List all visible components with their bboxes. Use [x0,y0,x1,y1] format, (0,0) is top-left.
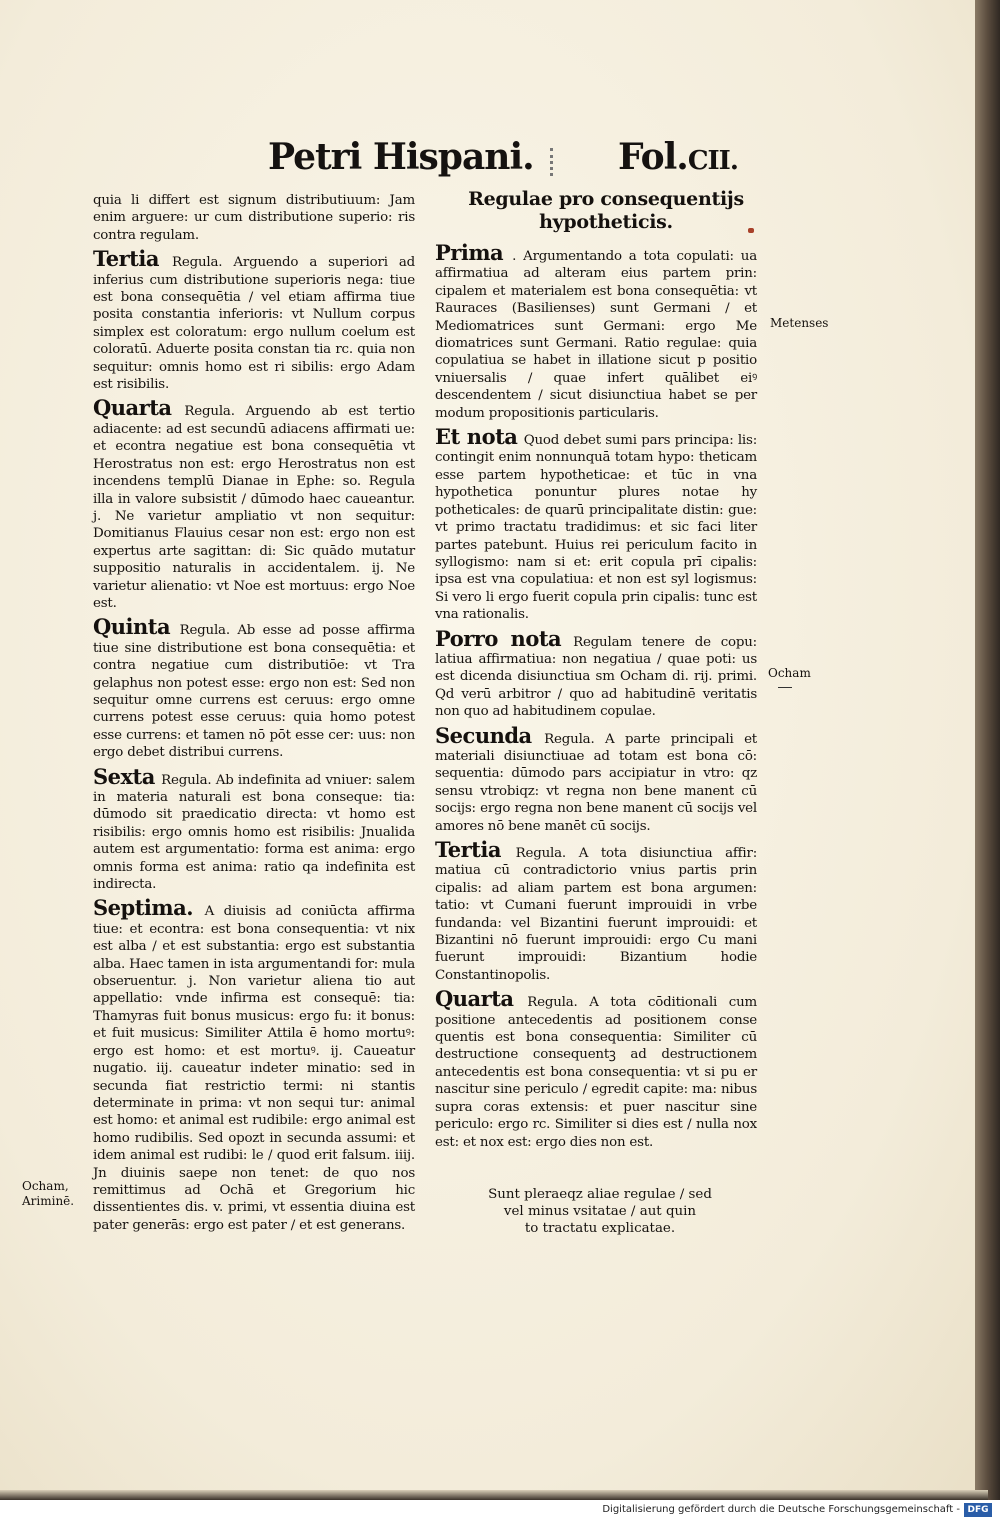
paragraph-quarta-right: Quarta Regula. A tota cōditionali cum positione antecedentis ad positionem conse quentis est bona consequentia: Similiter cū destructione consequentꝫ ad destructionem antecedentis est bona consequentia: vt si pu er nascitur sine periculo / egredit capite: ma: nibus supra coras extensis: et puer nascitur sine periculo: ergo rc. Similiter si dies est / nulla nox est: et nox est: ergo dies non est. [435,986,757,1150]
running-head-author: Petri Hispani. [268,136,534,178]
paragraph-septima: Septima. A diuisis ad coniūcta affirma tiue: et econtra: est bona consequentia: vt nix est alba / et est substantia: ergo est substantia alba. Haec tamen in ista argumentandi for: mula obseruentur. j. Non varietur aliena tio aut appellatio: vnde infirma est consequē: tia: Thamyras fuit bonus musicus: ergo fu: it bonus: et fuit musicus: Similiter Attila ē homo mortuꝰ: ergo est homo: et est mortuꝰ. ij. Caueatur nugatio. iij. caueatur indeter minatio: sed in secunda fiat restrictio termi: ni stantis determinate in prima: vt non sequi tur: animal est homo: et animal est rudibile: ergo animal est homo rudibilis. Sed opozt in secunda assumi: et idem animal est rudibi: le / quod erit falsum. iiij. Jn diuinis saepe non tenet: de quo nos remittimus ad Ochā et Gregorium hic dissentientes dis. v. primi, vt essentia diuina est pater generās: ergo est pater / et est generans. [93,895,415,1233]
closing-note: Sunt pleraeqz aliae regulae / sed vel minus vsitatae / aut quin to tractatu explicatae. [488,1187,712,1236]
dfg-logo: DFG [964,1503,992,1517]
paragraph-quarta: Quarta Regula. Arguendo ab est tertio adiacente: ad est secundū adiacens affirmati ue: et econtra negatiue est bona consequētia vt Herostratus non est: ergo Herostratus non est incendens templū Dianae in Ephe: so. Regula illa in valore subsistit / dūmodo haec caueantur. j. Ne varietur ampliatio vt non sequitur: Domitianus Flauius cesar non est: ergo non est expertus arte sagittan: di: Sic quādo mutatur suppositio naturalis in accidentalem. ij. Ne varietur alienatio: vt Noe est mortuus: ergo Noe est. [93,395,416,611]
folio-number [618,136,738,178]
paragraph-tertia: Tertia Regula. Arguendo a superiori ad inferius cum distributione superioris nega: tiue est bona consequētia / vel etiam affirma tiue posita constantia inferioris: vt Nullum corpus simplex est coloratum: ergo nullum coelum est coloratū. Aduerte posita constan tia rc. quia non sequitur: omnis homo est ri sibilis: ergo Adam est risibilis. [93,246,416,393]
footer-bar [0,1500,1000,1521]
margin-note-ocham-left: Ocham, Ariminē. [22,1179,75,1208]
paragraph-tertia-right: Tertia Regula. A tota disiunctiua affir: matiua cū contradictorio vnius partis prin cipalis: ad aliam partem est bona argumen: tatio: vt Cumani fuerunt improuidi in vrbe fundanda: vel Bizantini fuerunt improuidi: et Bizantini nō fuerunt improuidi: ergo Cu mani fuerunt improuidi: Bizantium hodie Constantinopolis. [435,837,758,983]
margin-tick [778,687,792,688]
paragraph-porro-nota: Porro nota Regulam tenere de copu: latiua affirmatiua: non negatiua / quae poti: us est dicenda disiunctiua sm Ocham di. rij. primi. Qd verū arbitror / quo ad habitudinē veritatis non quo ad habitudinem copulae. [435,625,757,720]
running-head [268,136,768,186]
folio-label: Fol. [618,136,688,178]
paragraph-sexta: Sexta Regula. Ab indefinita ad vniuer: salem in materia naturali est bona conseque: tia: dūmodo sit praedicatio directa: vt homo est risibilis: ergo omnis homo est risibilis: Jnualida autem est argumentatio: forma est anima: ergo omnis forma est anima: ratio qa indefinita est indirecta. [93,763,416,893]
page-bottom-edge [0,1490,988,1500]
paragraph-et-nota: Et nota Quod debet sumi pars principa: lis: contingit enim nonnunquā totam hypo: theticam esse partem hypotheticae: et tūc in vna hypothetica ponuntur plures notae hy potheticales: de quarū principalitate distin: gue: vt primo tractatu tradidimus: et sic faci liter partes patebunt. Huius rei periculum facito in syllogismo: nam si et: erit copula prī cipalis: ipsa est vna copulatiua: et non est syl logismus: Si vero li ergo fuerit copula prin cipalis: tunc est vna rationalis. [435,424,758,623]
margin-note-ocham: Ocham [768,666,811,680]
header-ornament [550,148,556,176]
paragraph-continuation: quia li differt est signum distributiuum: Jam enim arguere: ur cum distributione superio: ris contra regulam. [93,193,415,243]
book-fore-edge [975,0,1000,1500]
folio-num: CII. [687,146,738,176]
section-title: Regulae pro consequentijs hypotheticis. [468,188,744,233]
paragraph-quinta: Quinta Regula. Ab esse ad posse affirma tiue sine distributione est bona consequētia: et contra negatiue cum distributiōe: vt Tra gelaphus non potest esse: ergo non est: Sed non sequitur omne currens est ceruus: ergo omne currens potest esse ceruus: quia homo potest esse currens: et tamen nō pōt esse cer: uus: non ergo debet distribui currens. [93,614,415,761]
paragraph-secunda: Secunda Regula. A parte principali et materiali disiunctiuae ad totam est bona cō: sequentia: dūmodo pars accipiatur in vtro: qz sensu vtrobiqz: vt regna non bene manent cū socijs: ergo regna non bene manent cū socijs vel amores nō bene manēt cū socijs. [435,722,757,834]
left-column [93,192,415,1240]
funding-credit: Digitalisierung gefördert durch die Deutsche Forschungsgemeinschaft - [602,1504,960,1515]
paragraph-prima: Prima . Argumentando a tota copulati: ua affirmatiua ad alteram eius partem prin: cipalem et materialem est bona consequētia: vt Rauraces (Basilienses) sunt Germani / et Mediomatrices sunt Germani: ergo Me diomatrices sunt Germani. Ratio regulae: quia copulatiua se habet in illatione sicut p positio vniuersalis / quae infert quālibet eiꝰ descendentem / sicut disiunctiua habet se per modum propositionis particularis. [435,240,757,421]
right-column [435,188,757,1157]
margin-note-metenses: Metenses [770,316,829,330]
